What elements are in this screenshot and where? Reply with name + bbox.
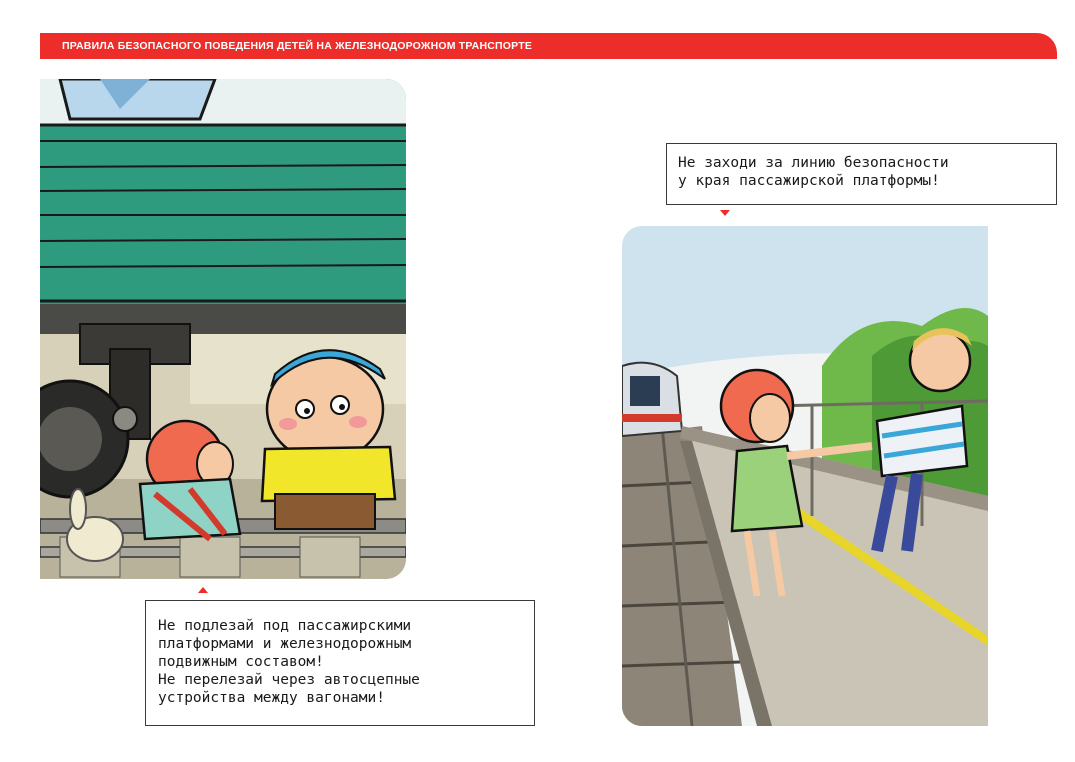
triangle-marker-icon [720,210,730,216]
caption-line: подвижным составом! [158,654,324,670]
caption-line: устройства между вагонами! [158,690,385,706]
caption-line: Не заходи за линию безопасности [678,155,949,171]
caption-line: у края пассажирской платформы! [678,173,940,189]
page-title: ПРАВИЛА БЕЗОПАСНОГО ПОВЕДЕНИЯ ДЕТЕЙ НА ЖЕЛЕЗНОДОРОЖНОМ ТРАНСПОРТЕ [62,40,533,52]
caption-safety-line [666,143,1057,205]
caption-line: Не подлезай под пассажирскими [158,618,412,634]
caption-line: Не перелезай через автосцепные [158,672,420,688]
caption-line: платформами и железнодорожным [158,636,412,652]
caption-under-platform [145,600,535,726]
children-platform-edge-illustration [622,226,988,726]
children-under-train-illustration [40,79,406,579]
header-bar [40,33,1057,59]
triangle-marker-icon [198,587,208,593]
